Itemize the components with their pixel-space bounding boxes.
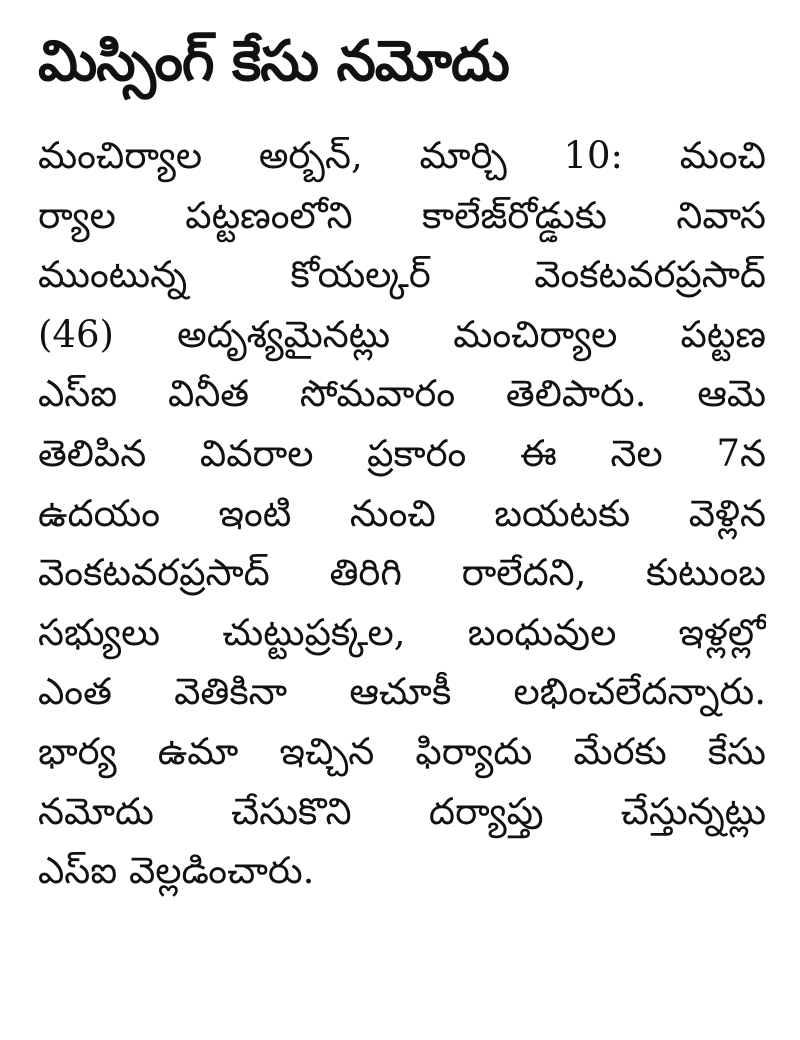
article-line: ఎంత వెతికినా ఆచూకీ లభించలేదన్నారు. — [38, 670, 766, 714]
article-line: నమోదు చేసుకొని దర్యాప్తు చేస్తున్నట్లు — [38, 789, 766, 833]
article-line: ఉదయం ఇంటి నుంచి బయటకు వెళ్లిన — [38, 491, 766, 535]
article-headline: మిస్సింగ్ కేసు నమోదు — [38, 29, 509, 94]
article-line: ఎస్‌ఐ వెల్లడించారు. — [38, 849, 315, 893]
article-line: వెంకటవరప్రసాద్ తిరిగి రాలేదని, కుటుంబ — [38, 551, 766, 595]
article-line: ర్యాల పట్టణంలోని కాలేజ్‌రోడ్డుకు నివాస — [38, 193, 766, 237]
article-line: తెలిపిన వివరాల ప్రకారం ఈ నెల 7న — [38, 431, 766, 475]
article-line: మంచిర్యాల అర్బన్, మార్చి 10: మంచి — [38, 134, 766, 177]
article-line: సభ్యులు చుట్టుప్రక్కల, బంధువుల ఇళ్లల్లో — [38, 610, 766, 654]
article-line: ముంటున్న కోయల్కర్ వెంకటవరప్రసాద్ — [38, 253, 766, 297]
article-body — [38, 126, 766, 901]
article-line: ఎస్‌ఐ వినీత సోమవారం తెలిపారు. ఆమె — [38, 372, 766, 416]
article-line: భార్య ఉమా ఇచ్చిన ఫిర్యాదు మేరకు కేసు — [38, 729, 766, 773]
article-line: (46) అదృశ్యమైనట్లు మంచిర్యాల పట్టణ — [38, 312, 766, 356]
